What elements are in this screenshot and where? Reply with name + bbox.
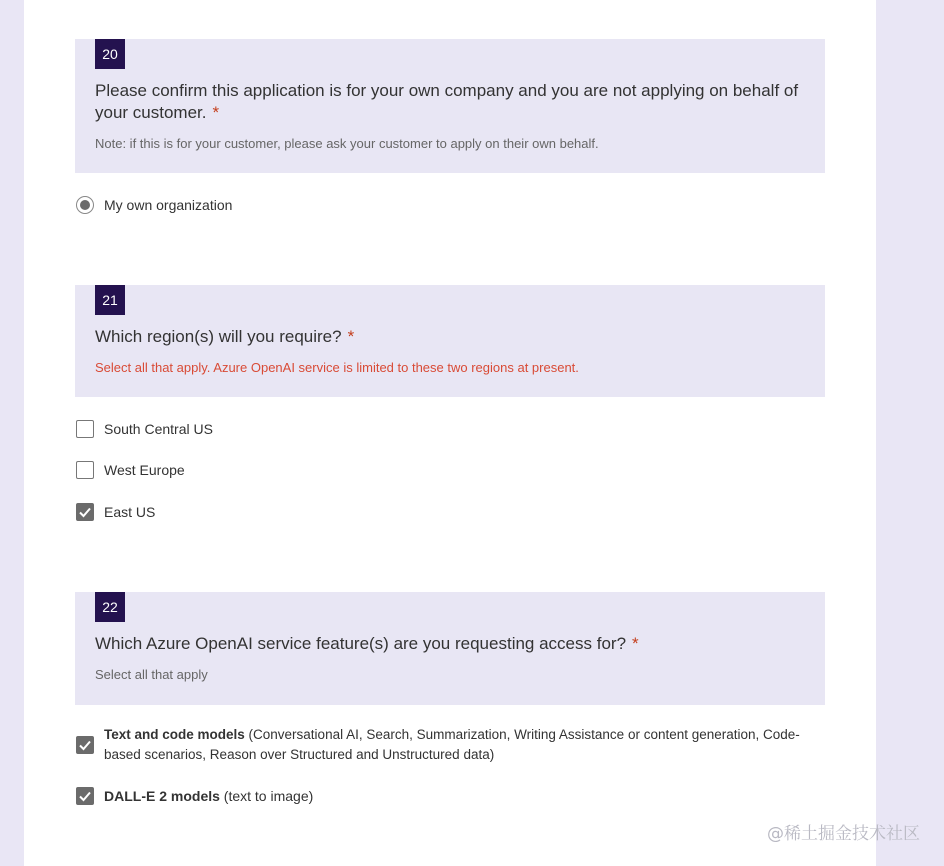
question-note: Note: if this is for your customer, please ask your customer to apply on their own behalf.: [95, 136, 599, 151]
question-title: Please confirm this application is for your own company and you are not applying on behalf of your customer. *: [95, 81, 799, 122]
question-number: 22: [95, 592, 125, 622]
form-card: [24, 0, 876, 866]
required-mark: *: [347, 327, 355, 346]
question-21-header: [75, 285, 825, 397]
option-label: South Central US: [104, 421, 213, 437]
option-label: West Europe: [104, 462, 185, 478]
checkbox[interactable]: [76, 787, 94, 805]
required-mark: *: [212, 103, 220, 122]
option-label: My own organization: [104, 197, 233, 213]
checkbox[interactable]: [76, 503, 94, 521]
option-label: East US: [104, 504, 156, 520]
checkbox[interactable]: [76, 420, 94, 438]
checkbox-option-dall-e-2-models[interactable]: [76, 786, 313, 806]
question-22-header: [75, 592, 825, 705]
checkmark-icon: [78, 505, 92, 519]
checkmark-icon: [78, 738, 92, 752]
question-note: Select all that apply. Azure OpenAI service is limited to these two regions at present.: [95, 360, 579, 375]
radio-button[interactable]: [76, 196, 94, 214]
checkbox[interactable]: [76, 461, 94, 479]
option-label: Text and code models (Conversational AI, Search, Summarization, Writing Assistance or content generation, Code-based scenarios, Reason over Structured and Unstructured data): [104, 727, 800, 762]
question-title: Which region(s) will you require? *: [95, 327, 355, 346]
checkmark-icon: [78, 789, 92, 803]
question-20-header: [75, 39, 825, 173]
checkbox[interactable]: [76, 736, 94, 754]
question-number: 20: [95, 39, 125, 69]
checkbox-option-south-central-us[interactable]: [76, 419, 213, 439]
checkbox-option-text-and-code-models[interactable]: [76, 725, 816, 765]
checkbox-option-west-europe[interactable]: [76, 460, 185, 480]
question-title: Which Azure OpenAI service feature(s) are you requesting access for? *: [95, 634, 639, 653]
required-mark: *: [632, 634, 639, 653]
watermark: @稀土掘金技术社区: [767, 824, 920, 844]
radio-selected-dot: [80, 200, 90, 210]
question-number: 21: [95, 285, 125, 315]
question-note: Select all that apply: [95, 667, 208, 682]
checkbox-option-east-us[interactable]: [76, 502, 155, 522]
option-label: DALL-E 2 models (text to image): [104, 788, 314, 804]
radio-option-my-own-organization[interactable]: [76, 195, 232, 215]
